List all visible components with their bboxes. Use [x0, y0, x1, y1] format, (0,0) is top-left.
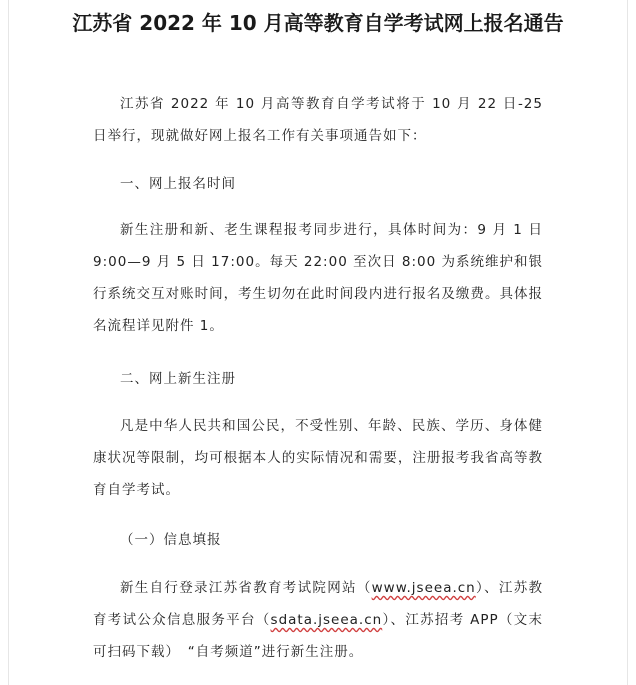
- section1-heading: 一、网上报名时间: [120, 176, 236, 192]
- subsection1-heading: （一）信息填报: [120, 532, 222, 548]
- subsection1-text-part1: 新生自行登录江苏省教育考试院网站（: [120, 580, 372, 596]
- subsection1-text-part3: ）、江苏招考 APP（文末可扫码下载） “自考频道”进行新生注册。: [93, 612, 543, 660]
- document-title: 江苏省 2022 年 10 月高等教育自学考试网上报名通告: [72, 11, 564, 35]
- section1-body: 新生注册和新、老生课程报考同步进行，具体时间为：9 月 1 日 9:00—9 月 5 日 17:00。每天 22:00 至次日 8:00 为系统维护和银行系统交互对账时间，考生切勿在此时间段内进行报名及缴费。具体报名流程详见附件 1。: [93, 222, 543, 334]
- intro-paragraph: 江苏省 2022 年 10 月高等教育自学考试将于 10 月 22 日-25 日举行，现就做好网上报名工作有关事项通告如下：: [93, 96, 543, 144]
- subsection1-text-part2: ）、江苏教育考试公众信息服务平台（: [93, 580, 544, 628]
- section2-heading: 二、网上新生注册: [120, 371, 236, 387]
- sdata-platform-link[interactable]: sdata.jseea.cn: [270, 612, 383, 628]
- jseea-website-link[interactable]: www.jseea.cn: [371, 580, 476, 596]
- subsection1-body: [93, 572, 543, 668]
- section2-body: 凡是中华人民共和国公民，不受性别、年龄、民族、学历、身体健康状况等限制，均可根据本人的实际情况和需要，注册报考我省高等教育自学考试。: [93, 418, 543, 498]
